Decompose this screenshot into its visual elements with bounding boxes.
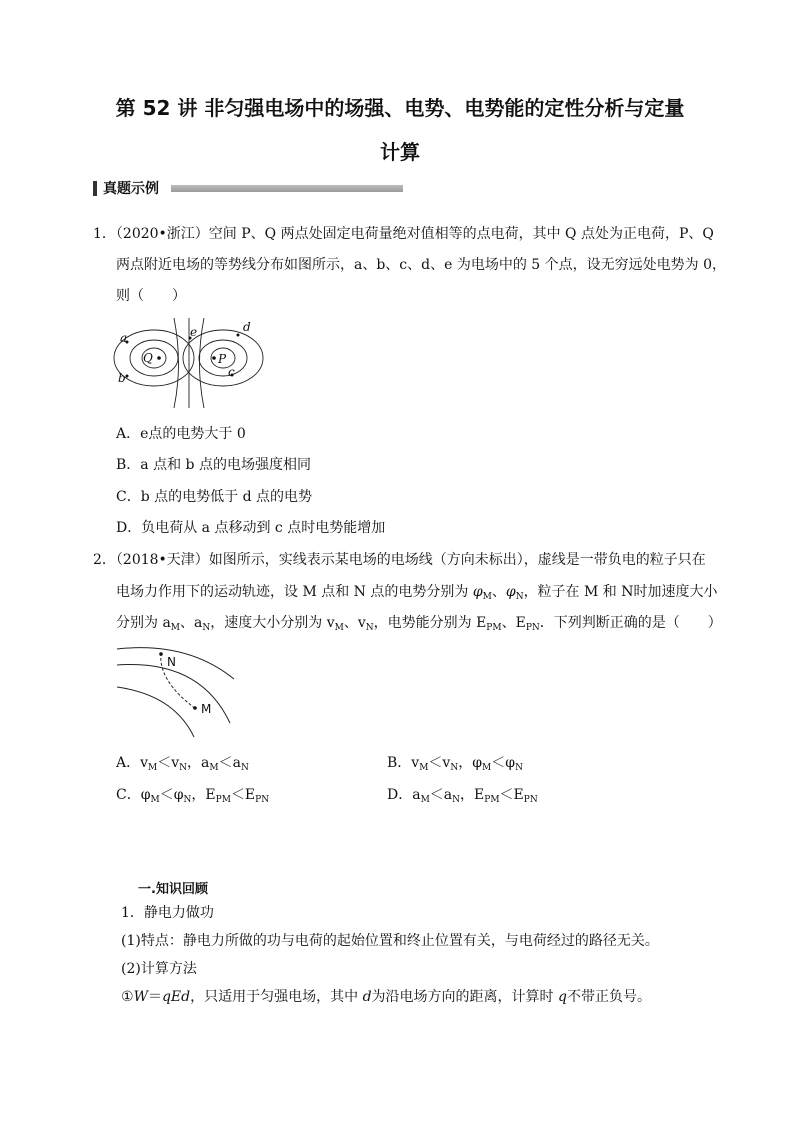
q1-line2: 两点附近电场的等势线分布如图所示，a、b、c、d、e 为电场中的 5 个点，设无穷远处电势为 0， xyxy=(116,257,727,273)
section-header xyxy=(93,178,403,198)
q2-fig-label-M: M xyxy=(201,702,212,716)
q1-line1: 1．（2020•浙江）空间 P、Q 两点处固定电荷量绝对值相等的点电荷，其中 Q 点处为正电荷，P、Q xyxy=(93,226,714,242)
q1-option-c: C．b 点的电势低于 d 点的电势 xyxy=(116,489,312,505)
q1-fig-label-c: c xyxy=(228,365,235,379)
knowledge-item1-1: (1)特点：静电力所做的功与电荷的起始位置和终止位置有关，与电荷经过的路径无关。 xyxy=(121,933,659,949)
q2-line1: 2．（2018•天津）如图所示，实线表示某电场的电场线（方向未标出），虚线是一带负电的粒子只在 xyxy=(93,552,706,568)
q1-option-a: A．e点的电势大于 0 xyxy=(116,426,246,442)
q2-option-d: D．$a_M<a_N$，$E_{PM}<E_{PN}$ xyxy=(387,787,538,805)
q2-option-c: C．$\varphi_M<\varphi_N$，$E_{PM}<E_{PN}$ xyxy=(116,787,270,805)
q1-fig-label-d: d xyxy=(243,320,251,334)
q2-line3: 分别为 $a_M$、$a_N$，速度大小分别为 $v_M$、$v_N$，电势能分别为 $E_{PM}$、$E_{PN}$．下列判断正确的是（ ） xyxy=(116,615,722,633)
q2-fig-label-N: N xyxy=(167,655,176,669)
q1-option-d: D．负电荷从 a 点移动到 c 点时电势能增加 xyxy=(116,520,386,536)
page-title-line1: 第 52 讲 非匀强电场中的场强、电势、电势能的定性分析与定量 xyxy=(115,96,685,120)
q2-field-line-figure xyxy=(112,643,242,739)
q2-option-a: A．$v_M<v_N$，$a_M<a_N$ xyxy=(116,755,249,773)
q1-equipotential-figure xyxy=(112,318,282,410)
section-marker xyxy=(93,181,97,196)
q1-fig-label-e: e xyxy=(190,325,198,339)
q1-fig-label-a: a xyxy=(120,331,128,345)
q1-fig-label-Q: Q xyxy=(143,351,153,365)
q1-option-b: B．a 点和 b 点的电场强度相同 xyxy=(116,457,311,473)
page-title-line2: 计算 xyxy=(380,140,420,164)
knowledge-item1: 1．静电力做功 xyxy=(121,905,214,921)
q2-field-line-3 xyxy=(117,687,194,737)
knowledge-item1-3: ①W＝qEd，只适用于匀强电场，其中 d为沿电场方向的距离，计算时 q不带正负号。 xyxy=(121,989,651,1005)
q2-line2: 电场力作用下的运动轨迹，设 M 点和 N 点的电势分别为 $\varphi_M$、$\varphi_N$，粒子在 M 和 N时加速度大小 xyxy=(116,584,718,602)
section-rule xyxy=(171,185,403,192)
q2-option-b: B．$v_M<v_N$，$\varphi_M<\varphi_N$ xyxy=(387,755,523,773)
q1-fig-label-P: P xyxy=(218,352,227,366)
q2-field-line-2 xyxy=(117,664,230,723)
q1-line3: 则（ ） xyxy=(116,288,186,304)
section-label: 真题示例 xyxy=(103,181,159,197)
q1-fig-label-b: b xyxy=(118,371,126,385)
knowledge-heading: 一.知识回顾 xyxy=(138,882,208,897)
knowledge-item1-2: (2)计算方法 xyxy=(121,961,197,977)
